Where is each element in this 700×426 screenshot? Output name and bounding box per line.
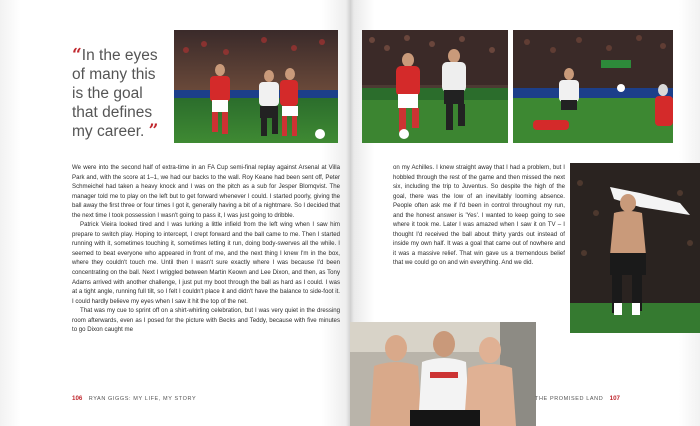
celebration-photo [570,163,700,333]
pull-quote [72,46,168,141]
open-quote-mark: “ [72,45,82,65]
team-photo [350,322,536,426]
body-text-right [393,163,565,268]
body-text-left [72,163,340,335]
left-page-number: 106 [72,395,83,402]
match-photo-1 [174,30,338,143]
pull-quote-text: In the eyes of many this is the goal that defines my career. [72,47,158,140]
paragraph: on my Achilles. I knew straight away that I had a problem, but I hobbled through the rest of the game and then missed the next six, including the trip to Juventus. So despite the high of the goal, there was the low of an inevitably looming absence. People often ask me if I'd been in control throughout my run, and the honest answer is 'Yes'. I wanted to keep going to see where it took me. Later I was amazed when I saw it on TV – I thought I'd received the ball about thirty yards out instead of inside my own half. It was a goal that came out of nowhere and it was a massive relief. That win gave us a tremendous belief that we could go on and win everything. And we did. [393,164,565,267]
paragraph: We were into the second half of extra-time in an FA Cup semi-final replay against Arsenal at Villa Park and, with the score at 1–1, we had our backs to the wall. Roy Keane had been sent off, Peter Schmeichel had taken a heavy knock and I was on the pitch as a sub for Jesper Blomqvist. The manager told me to play on the left but to get forward whenever I could. I started poorly, giving the ball away the first three or four times I got it, generally having a bit of a nightmare. So I decided that the next time I took possession I wasn't going to pass it, I was just going to dribble. [72,164,340,219]
right-page-number: 107 [609,395,620,402]
left-folio [72,395,196,402]
match-photo-icon [362,30,508,143]
celebration-photo-icon [570,163,700,333]
match-photo-3 [513,30,673,143]
match-photo-2 [362,30,508,143]
paragraph: That was my cue to sprint off on a shirt-whirling celebration, but I was very quiet in the dressing room afterwards, even as I posed for the picture with Becks and Teddy, because with five minutes to go Dixon caught me [72,307,340,334]
match-photo-icon [174,30,338,143]
team-photo-icon [350,322,536,426]
close-quote-mark: ” [148,121,159,141]
right-running-head: THE PROMISED LAND [535,396,604,402]
paragraph: Patrick Vieira looked tired and I was lurking a little infield from the left wing when I saw him prepare to switch play. Hoping to intercept, I crept forward and the ball came to me. Then I started running with it, sometimes touching it, sometimes letting it run, doing body-swerves all the while. I seemed to beat everyone who appeared in front of me, and the next thing I knew I'm in the box, where they couldn't touch me. Until then I wasn't sure exactly where I was because I'd been concentrating on the ball. Next I wriggled between Martin Keown and Lee Dixon, and then, as Tony Adams arrived with another challenge, I just put my boot through the ball as hard as I could. I was at a tight angle, running full tilt, so I felt I couldn't place it and didn't have the balance to side-foot it. I could hardly believe my eyes when I saw it hit the top of the net. [72,221,340,305]
left-running-head: RYAN GIGGS: MY LIFE, MY STORY [88,396,197,402]
right-folio [535,395,620,402]
match-photo-icon [513,30,673,143]
